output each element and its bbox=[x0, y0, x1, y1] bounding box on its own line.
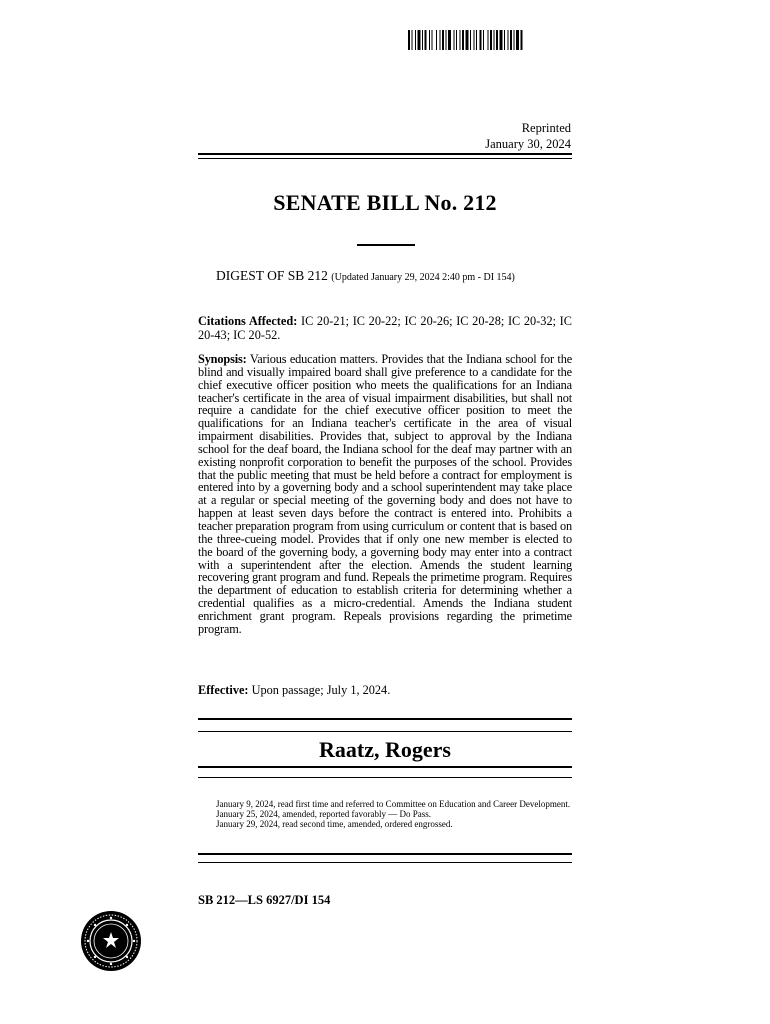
reprinted-date: January 30, 2024 bbox=[485, 137, 571, 151]
effective-text: Upon passage; July 1, 2024. bbox=[251, 683, 391, 697]
history-rule-2 bbox=[198, 862, 572, 863]
bill-identifier: SB 212—LS 6927/DI 154 bbox=[198, 893, 331, 907]
header-rule-thin bbox=[198, 158, 572, 159]
authors-rule-bottom-2 bbox=[198, 777, 572, 778]
history-entry: January 25, 2024, amended, reported favorably — Do Pass. bbox=[216, 808, 431, 819]
barcode-icon bbox=[408, 30, 588, 50]
bill-authors: Raatz, Rogers bbox=[319, 737, 451, 762]
authors-rule-bottom-1 bbox=[198, 766, 572, 768]
header-rule-thick bbox=[198, 153, 572, 155]
reprint-notice bbox=[485, 120, 571, 152]
synopsis-text: Various education matters. Provides that the Indiana school for the blind and visually impaired board shall give preference to a candidate for the chief executive officer position who meets the qualifications for an Indiana teacher's certificate in the area of visual impairment disabilities, but shall not require a candidate for the chief executive officer position to meet the qualifications for an Indiana teacher's certificate in the area of visual impairment disabilities. Provides that, subject to approval by the Indiana school for the deaf board, the Indiana school for the deaf may partner with an existing nonprofit corporation to benefit the purposes of the school. Provides that the public meeting that must be held before a contract for employment is entered into by a governing body and a school superintendent may take place at a regular or special meeting of the governing body and does not have to happen at least seven days before the contract is entered into. Prohibits a teacher preparation program from using curriculum or content that is based on the three-cueing model. Provides that if only one new member is elected to the board of the governing body, a governing body may enter into a contract with a superintendent after the election. Amends the student learning recovering grant program and fund. Repeals the primetime program. Requires the department of education to establish criteria for determining whether a credential qualifies as a micro-credential. Amends the Indiana student enrichment grant program. Repeals provisions regarding the primetime program. bbox=[198, 352, 573, 636]
digest-main: DIGEST OF SB 212 bbox=[216, 268, 328, 283]
title-underline bbox=[357, 244, 415, 246]
legislative-history bbox=[198, 800, 572, 829]
reprinted-label: Reprinted bbox=[521, 121, 571, 135]
authors-rule-top-1 bbox=[198, 718, 572, 720]
citations-label: Citations Affected: bbox=[198, 314, 298, 328]
state-seal-icon bbox=[80, 910, 142, 972]
digest-heading bbox=[216, 268, 515, 284]
history-entry: January 29, 2024, read second time, amended, ordered engrossed. bbox=[216, 818, 453, 829]
synopsis-label: Synopsis: bbox=[198, 352, 247, 366]
citations-affected bbox=[198, 315, 572, 342]
citations-text: IC 20-21; IC 20-22; IC 20-26; IC 20-28; IC 20-32; IC 20-43; IC 20-52. bbox=[198, 314, 572, 342]
effective-label: Effective: bbox=[198, 683, 249, 697]
bill-title: SENATE BILL No. 212 bbox=[273, 190, 497, 215]
digest-updated: (Updated January 29, 2024 2:40 pm - DI 154) bbox=[331, 272, 515, 283]
effective-date bbox=[198, 683, 572, 698]
authors-rule-top-2 bbox=[198, 731, 572, 732]
history-rule-1 bbox=[198, 853, 572, 855]
synopsis bbox=[198, 353, 572, 636]
history-entry: January 9, 2024, read first time and referred to Committee on Education and Career Development. bbox=[216, 799, 571, 809]
